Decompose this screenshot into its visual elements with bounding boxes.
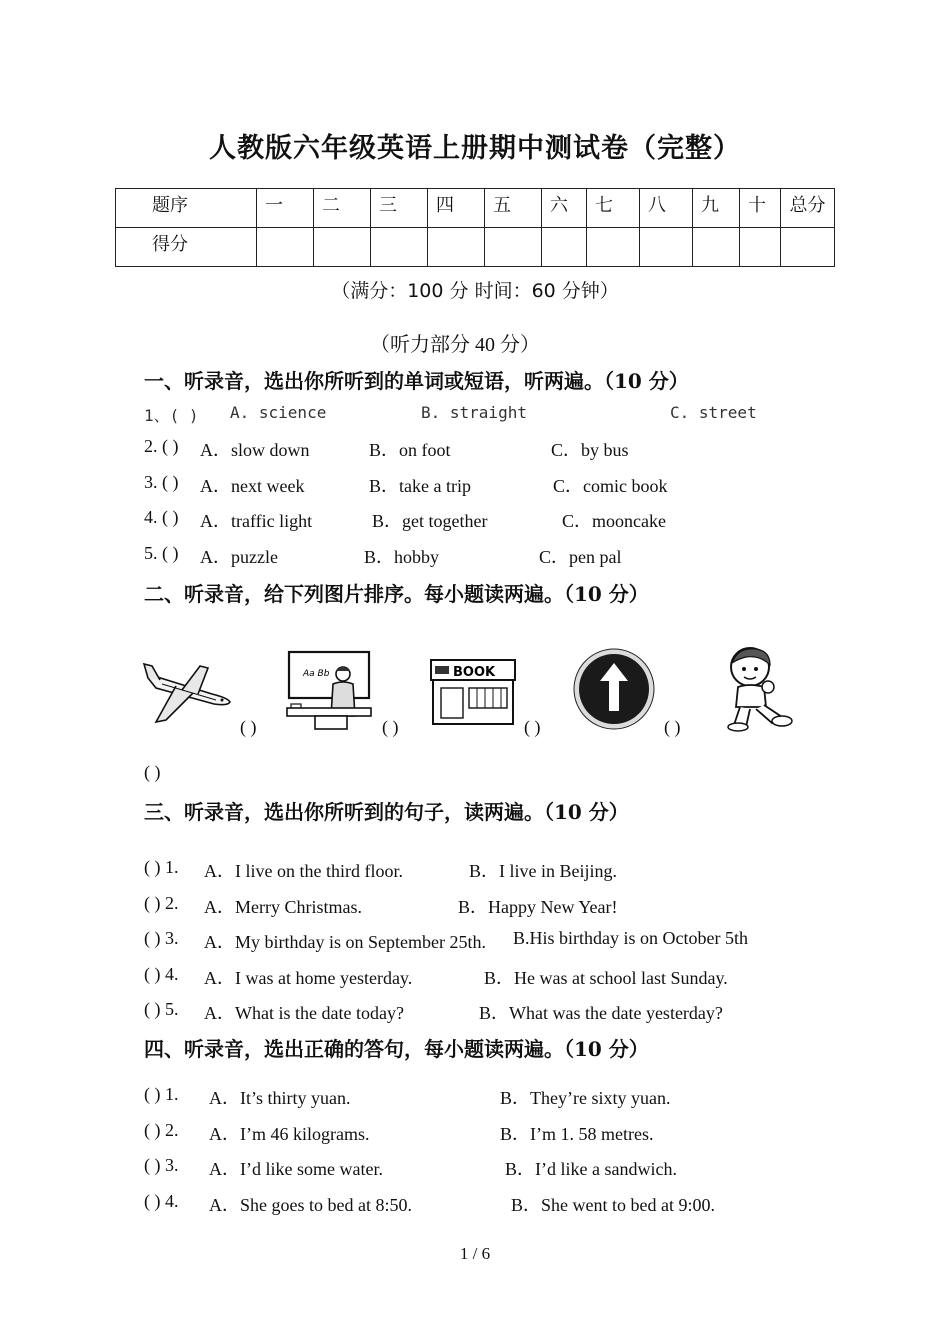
section1-heading: 一、听录音，选出你所听到的单词或短语，听两遍。（10 分）: [144, 369, 689, 393]
page-title: 人教版六年级英语上册期中测试卷（完整）: [209, 133, 741, 164]
score-cell: 二: [314, 189, 371, 228]
score-input-cell[interactable]: [314, 228, 371, 267]
score-cell: 总分: [781, 189, 835, 228]
option-b: B.His birthday is on October 5th: [513, 928, 748, 948]
score-input-cell[interactable]: [542, 228, 587, 267]
score-cell: 七: [587, 189, 640, 228]
board-text: Aa Bb: [303, 669, 330, 679]
score-cell: 五: [485, 189, 542, 228]
option-a: A．I’m 46 kilograms.: [209, 1124, 370, 1144]
question-number: 4. ( ): [144, 507, 179, 527]
option-a: A．It’s thirty yuan.: [209, 1088, 351, 1108]
score-input-cell[interactable]: [371, 228, 428, 267]
score-input-cell[interactable]: [640, 228, 693, 267]
section2-heading: 二、听录音，给下列图片排序。每小题读两遍。（10 分）: [144, 582, 649, 606]
option-c: C．comic book: [553, 476, 668, 496]
option-b: B．I’d like a sandwich.: [505, 1159, 677, 1179]
score-cell: 三: [371, 189, 428, 228]
option-a: A. science: [230, 403, 327, 422]
question-number: 1、( ): [144, 406, 199, 425]
question-number: ( ) 2.: [144, 893, 179, 913]
bookstore-picture: [427, 656, 519, 726]
score-input-cell[interactable]: [485, 228, 542, 267]
option-a: A．She goes to bed at 8:50.: [209, 1195, 412, 1215]
option-a: A．slow down: [200, 440, 310, 460]
option-c: C．mooncake: [562, 511, 666, 531]
option-b: B. straight: [421, 403, 527, 422]
score-cell: 八: [640, 189, 693, 228]
score-cell: 一: [257, 189, 314, 228]
score-input-cell[interactable]: [587, 228, 640, 267]
score-input-cell[interactable]: [740, 228, 781, 267]
option-a: A．I’d like some water.: [209, 1159, 383, 1179]
go-straight-sign-picture: [571, 647, 657, 731]
answer-blank[interactable]: ( ): [382, 717, 399, 737]
score-cell: 九: [693, 189, 740, 228]
score-cell: 得分: [116, 228, 257, 267]
question-number: ( ) 1.: [144, 1084, 179, 1104]
option-b: B．She went to bed at 9:00.: [511, 1195, 715, 1215]
section4-heading: 四、听录音，选出正确的答句，每小题读两遍。（10 分）: [144, 1037, 649, 1061]
question-number: 2. ( ): [144, 436, 179, 456]
question-number: ( ) 5.: [144, 999, 179, 1019]
question-number: ( ) 4.: [144, 1191, 179, 1211]
question-number: 5. ( ): [144, 543, 179, 563]
option-b: B．take a trip: [369, 476, 471, 496]
option-a: A．Merry Christmas.: [204, 897, 362, 917]
option-a: A．puzzle: [200, 547, 278, 567]
answer-blank[interactable]: ( ): [144, 762, 161, 782]
option-b: B．What was the date yesterday?: [479, 1003, 723, 1023]
answer-blank[interactable]: ( ): [240, 717, 257, 737]
question-number: ( ) 4.: [144, 964, 179, 984]
score-input-cell[interactable]: [693, 228, 740, 267]
option-c: C．by bus: [551, 440, 629, 460]
option-a: A．next week: [200, 476, 305, 496]
option-c: C. street: [670, 403, 757, 422]
answer-blank[interactable]: ( ): [524, 717, 541, 737]
question-number: ( ) 3.: [144, 1155, 179, 1175]
score-input-cell[interactable]: [781, 228, 835, 267]
score-cell: 十: [740, 189, 781, 228]
score-cell: 四: [428, 189, 485, 228]
question-number: 3. ( ): [144, 472, 179, 492]
option-a: A．I was at home yesterday.: [204, 968, 413, 988]
option-b: B．He was at school last Sunday.: [484, 968, 728, 988]
question-number: ( ) 1.: [144, 857, 179, 877]
teacher-picture: [285, 650, 373, 730]
option-b: B．I live in Beijing.: [469, 861, 617, 881]
option-a: A．traffic light: [200, 511, 313, 531]
question-number: ( ) 3.: [144, 928, 179, 948]
score-input-cell[interactable]: [257, 228, 314, 267]
exam-meta: （满分：100 分 时间：60 分钟）: [331, 280, 619, 302]
score-table: [115, 188, 835, 267]
score-cell: 六: [542, 189, 587, 228]
score-cell: 题序: [116, 189, 257, 228]
answer-blank[interactable]: ( ): [664, 717, 681, 737]
page-number: 1 / 6: [459, 1244, 491, 1263]
option-b: B．hobby: [364, 547, 440, 567]
score-table-header-row: [116, 189, 835, 228]
option-c: C．pen pal: [539, 547, 622, 567]
option-b: B．Happy New Year!: [458, 897, 618, 917]
option-a: A．My birthday is on September 25th.: [204, 932, 486, 952]
option-b: B．on foot: [369, 440, 451, 460]
listening-header: （听力部分 40 分）: [370, 334, 540, 356]
score-input-cell[interactable]: [428, 228, 485, 267]
section3-heading: 三、听录音，选出你所听到的句子，读两遍。（10 分）: [144, 800, 629, 824]
question-number: ( ) 2.: [144, 1120, 179, 1140]
option-b: B．I’m 1. 58 metres.: [500, 1124, 654, 1144]
boy-picture: [716, 645, 796, 733]
option-b: B．They’re sixty yuan.: [500, 1088, 671, 1108]
option-b: B．get together: [372, 511, 488, 531]
score-table-score-row: [116, 228, 835, 267]
book-sign-text: BOOK: [453, 665, 496, 680]
airplane-picture: [142, 660, 234, 726]
option-a: A．I live on the third floor.: [204, 861, 403, 881]
option-a: A．What is the date today?: [204, 1003, 404, 1023]
